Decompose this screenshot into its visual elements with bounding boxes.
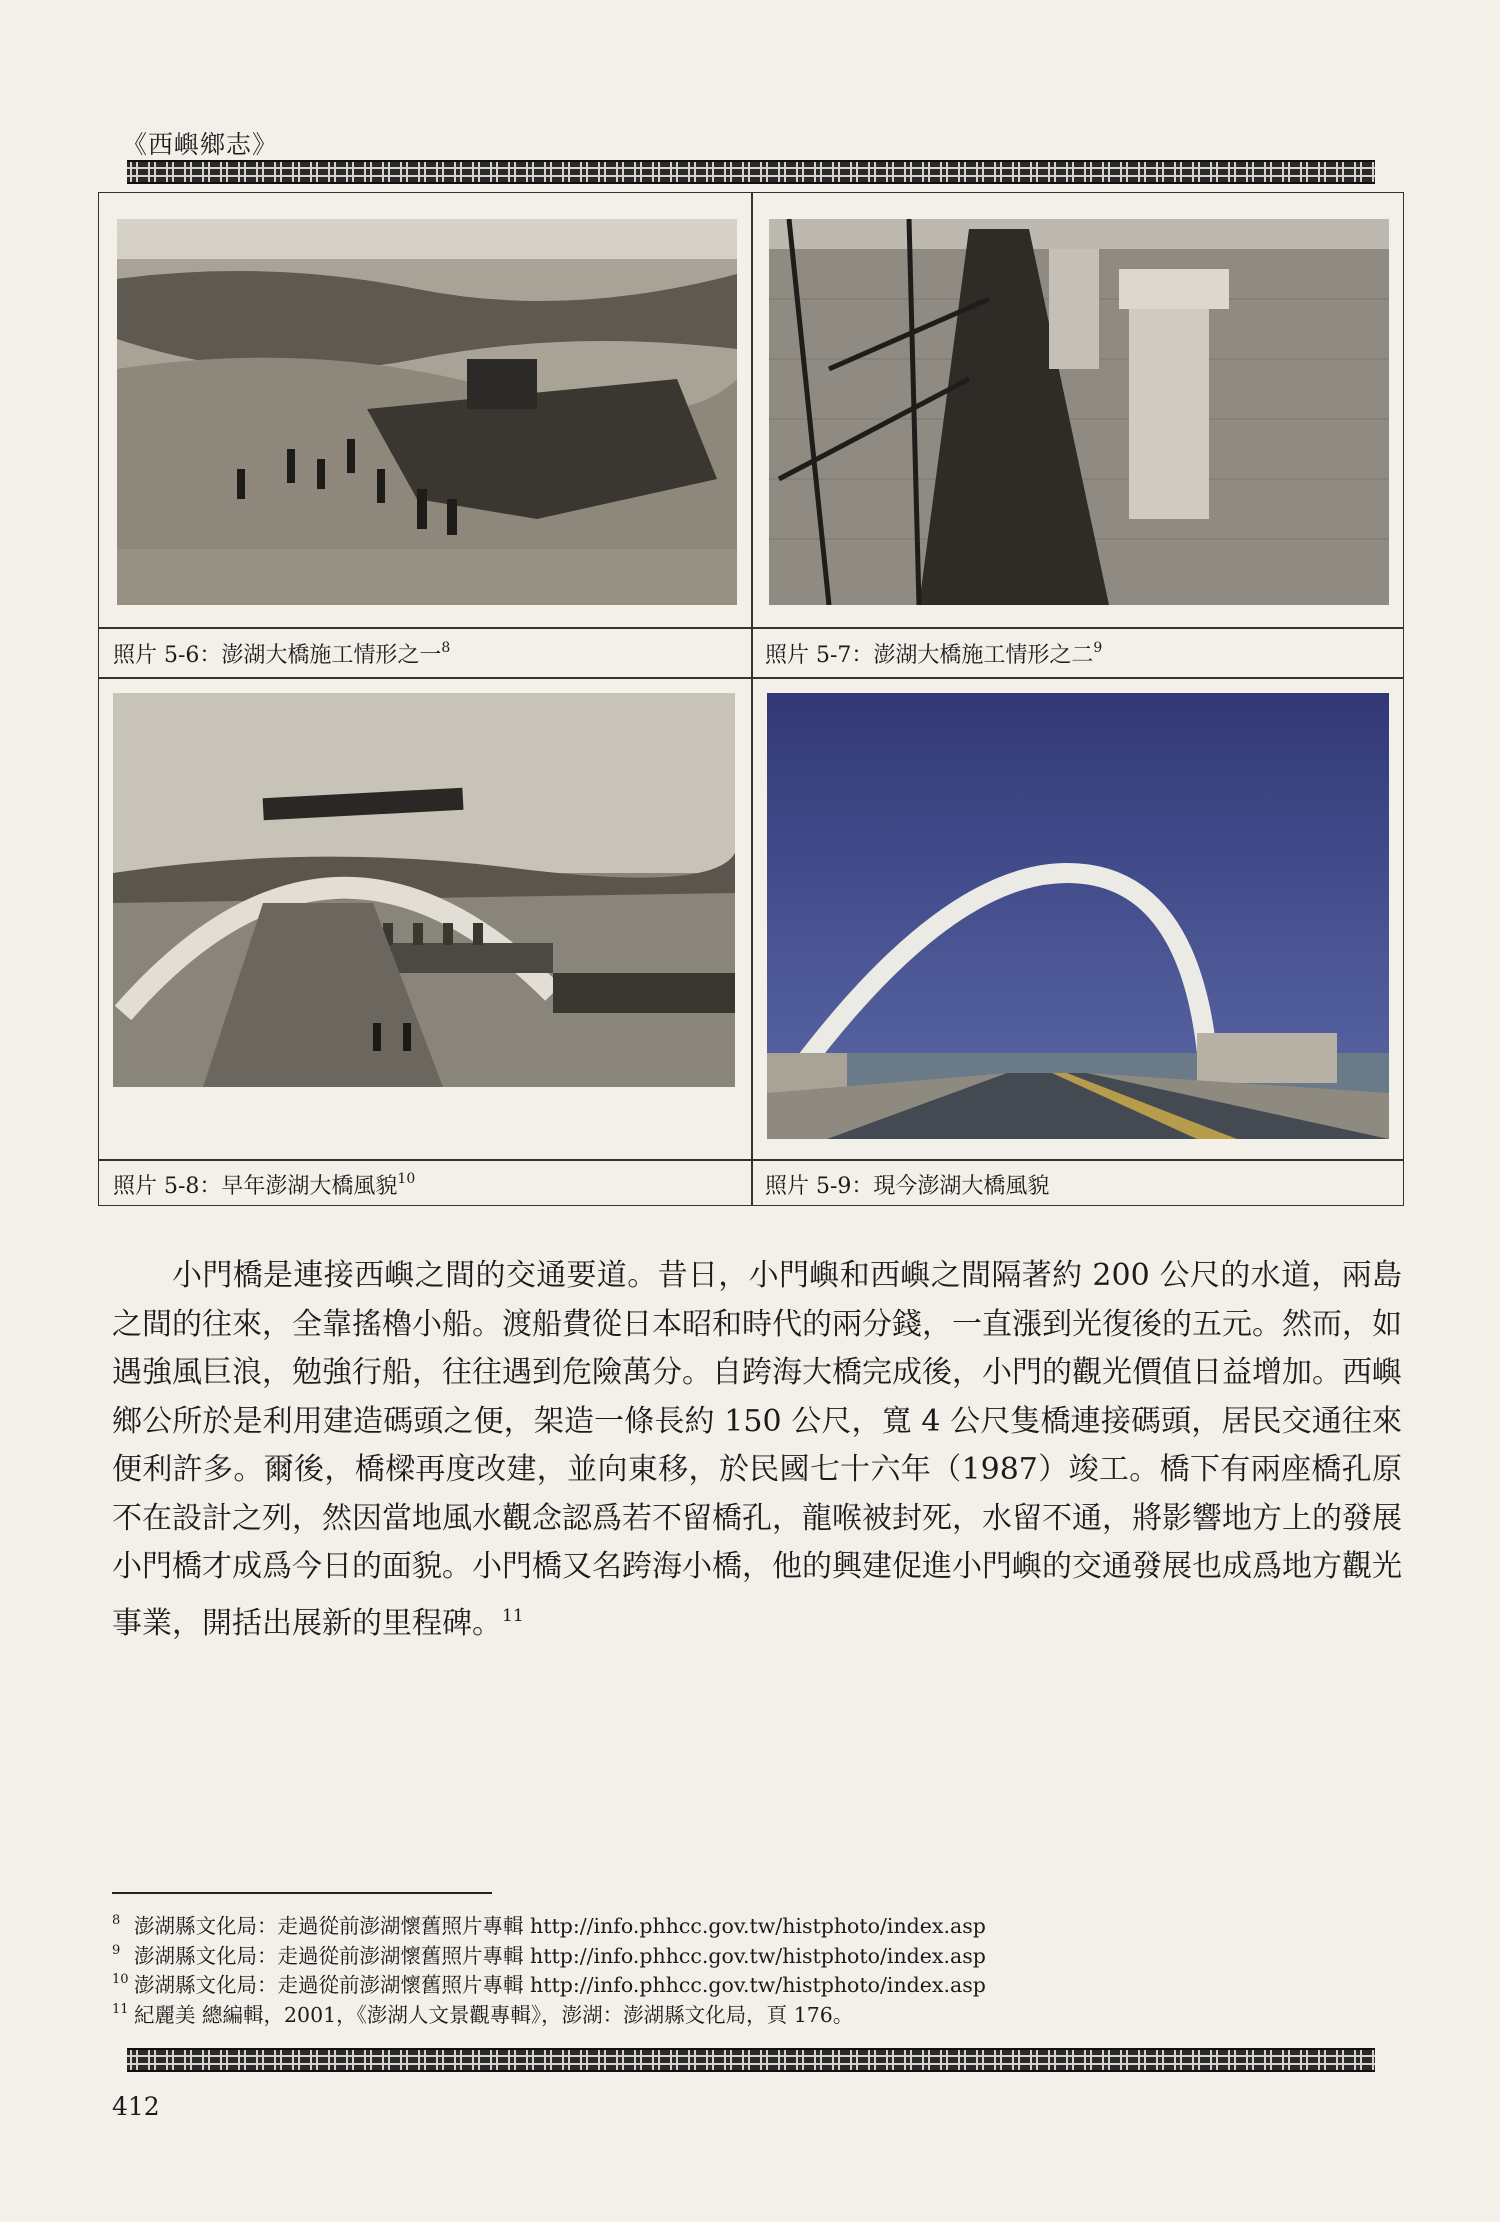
- early-bridge-arch-image: [113, 693, 735, 1087]
- footnote-11: 11 紀麗美 總編輯，2001，《澎湖人文景觀專輯》，澎湖：澎湖縣文化局，頁 176。: [112, 2001, 854, 2027]
- page-number: 412: [112, 2092, 160, 2121]
- photo-table: [98, 192, 1404, 1206]
- footnotes: [112, 1912, 1362, 2030]
- decorative-fret-border-bottom: [127, 2048, 1375, 2072]
- photo-early-bridge: [113, 693, 735, 1087]
- photo-bridge-construction-2: [769, 219, 1389, 605]
- photo-caption-5-8: 照片 5-8：早年澎湖大橋風貌$^{10}$: [113, 1171, 416, 1199]
- footnote-10: 10 澎湖縣文化局：走過從前澎湖懷舊照片專輯 http://info.phhcc.gov.tw/histphoto/index.asp: [112, 1972, 986, 1997]
- photo-caption-5-6: 照片 5-6：澎湖大橋施工情形之一$^8$: [113, 640, 451, 668]
- photo-modern-bridge: [767, 693, 1389, 1139]
- book-title: 《西嶼鄉志》: [122, 130, 279, 159]
- pier-construction-image: [769, 219, 1389, 605]
- footnote-divider: [112, 1892, 492, 1894]
- photo-caption-5-7: 照片 5-7：澎湖大橋施工情形之二$^9$: [765, 640, 1103, 668]
- construction-site-image: [117, 219, 737, 605]
- decorative-fret-border-top: [127, 160, 1375, 184]
- footnote-8: 8 澎湖縣文化局：走過從前澎湖懷舊照片專輯 http://info.phhcc.gov.tw/histphoto/index.asp: [112, 1913, 986, 1938]
- body-paragraph: 小門橋是連接西嶼之間的交通要道。昔日，小門嶼和西嶼之間隔著約 200 公尺的水道，兩島之間的往來，全靠搖櫓小船。渡船費從日本昭和時代的兩分錢，一直漲到光復後的五元。然而，如遇強風巨浪，勉強行船，往往遇到危險萬分。自跨海大橋完成後，小門的觀光價值日益增加。西嶼鄉公所於是利用建造碼頭之便，架造一條長約 150 公尺，寬 4 公尺隻橋連接碼頭，居民交通往來便利許多。爾後，橋樑再度改建，並向東移，於民國七十六年（1987）竣工。橋下有兩座橋孔原不在設計之列，然因當地風水觀念認爲若不留橋孔，龍喉被封死，水留不通，將影響地方上的發展小門橋才成爲今日的面貌。小門橋又名跨海小橋，他的興建促進小門嶼的交通發展也成爲地方觀光事業，開括出展新的里程碑。$^{11}$: [112, 1258, 1402, 1641]
- photo-caption-5-9: 照片 5-9：現今澎湖大橋風貌: [765, 1174, 1050, 1199]
- footnote-9: 9 澎湖縣文化局：走過從前澎湖懷舊照片專輯 http://info.phhcc.gov.tw/histphoto/index.asp: [112, 1942, 986, 1968]
- modern-bridge-arch-image: [767, 693, 1389, 1139]
- photo-bridge-construction-1: [117, 219, 737, 605]
